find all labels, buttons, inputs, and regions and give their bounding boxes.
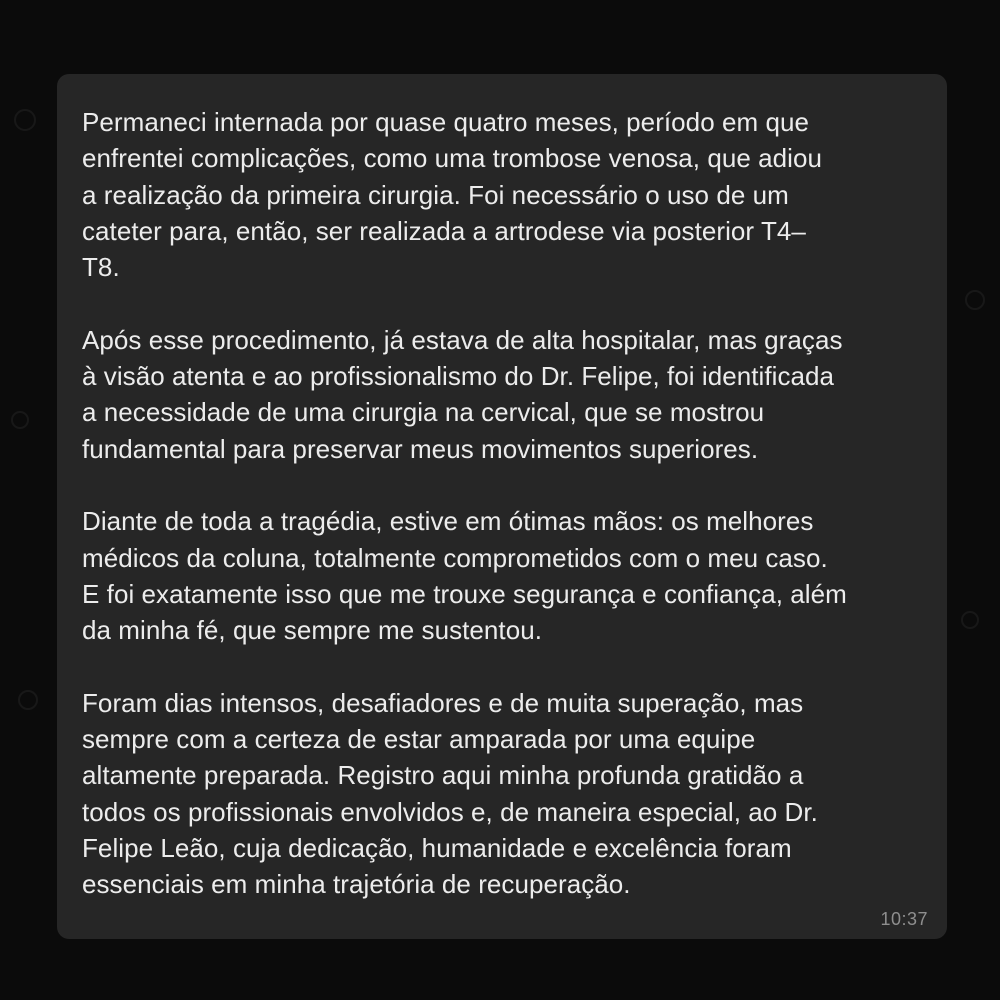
message-line: altamente preparada. Registro aqui minha profunda gratidão a — [82, 760, 804, 791]
message-line: Após esse procedimento, já estava de alta hospitalar, mas graças — [82, 324, 843, 355]
message-line: T8. — [82, 252, 120, 283]
message-line: médicos da coluna, totalmente comprometidos com o meu caso. — [82, 542, 828, 573]
message-line: Foram dias intensos, desafiadores e de muita superação, mas — [82, 687, 804, 718]
message-line: E foi exatamente isso que me trouxe segurança e confiança, além — [82, 578, 847, 609]
message-line: Diante de toda a tragédia, estive em ótimas mãos: os melhores — [82, 506, 814, 537]
message-line: fundamental para preservar meus movimentos superiores. — [82, 433, 759, 464]
message-line: cateter para, então, ser realizada a artrodese via posterior T4– — [82, 215, 806, 246]
message-line: todos os profissionais envolvidos e, de maneira especial, ao Dr. — [82, 796, 818, 827]
message-line: enfrentei complicações, como uma trombose venosa, que adiou — [82, 143, 823, 174]
message-paragraph-2 — [82, 322, 923, 467]
message-paragraph-3 — [82, 503, 923, 648]
message-paragraph-1 — [82, 104, 923, 285]
message-line: sempre com a certeza de estar amparada por uma equipe — [82, 724, 756, 755]
message-paragraph-4 — [82, 685, 923, 903]
message-line: à visão atenta e ao profissionalismo do Dr. Felipe, foi identificada — [82, 361, 835, 392]
message-timestamp: 10:37 — [880, 909, 928, 929]
message-line: a necessidade de uma cirurgia na cervical, que se mostrou — [82, 397, 765, 428]
message-line: Permaneci internada por quase quatro meses, período em que — [82, 107, 810, 137]
message-line: da minha fé, que sempre me sustentou. — [82, 615, 542, 646]
message-bubble[interactable] — [57, 74, 947, 939]
message-line: Felipe Leão, cuja dedicação, humanidade e excelência foram — [82, 832, 792, 863]
message-text — [82, 104, 923, 903]
message-line: a realização da primeira cirurgia. Foi necessário o uso de um — [82, 179, 789, 210]
message-line: essenciais em minha trajetória de recuperação. — [82, 869, 631, 900]
